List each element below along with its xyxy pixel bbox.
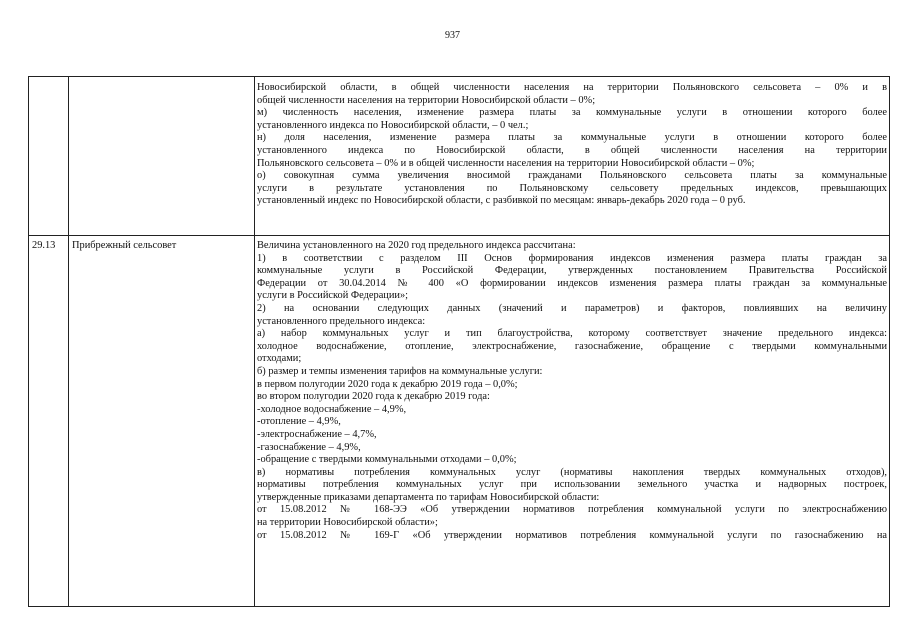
text-line: на территории Новосибирской области»; xyxy=(257,517,438,529)
text-line: установленного индекса по Новосибирской области, – 0 чел.; xyxy=(257,119,529,131)
text-line: установленного предельного индекса: xyxy=(257,315,426,327)
text-line: -обращение с твердыми коммунальными отходами – 0,0%; xyxy=(257,454,517,466)
text-line: -газоснабжение – 4,9%, xyxy=(257,441,361,453)
text-line: в первом полугодии 2020 года к декабрю 2019 года – 0,0%; xyxy=(257,378,518,390)
text-line: -отопление – 4,9%, xyxy=(257,416,341,428)
document-table xyxy=(28,76,890,607)
text-line: -холодное водоснабжение – 4,9%, xyxy=(257,403,407,415)
text-line: в) нормативы потребления коммунальных услуг (нормативы накопления твердых коммунальных отходов), xyxy=(257,466,887,478)
text-line: установленный индекс по Новосибирской области, с разбивкой по месяцам: январь-декабрь 2020 года – 0 руб. xyxy=(257,195,746,207)
table-row xyxy=(29,77,890,236)
text-line: от 15.08.2012 № 168-ЭЭ «Об утверждении нормативов потребления коммунальной услуги по электроснабжению xyxy=(257,504,887,516)
text-line: утвержденные приказами департамента по тарифам Новосибирской области: xyxy=(257,491,600,503)
text-line: холодное водоснабжение, отопление, электроснабжение, газоснабжение, обращение с твердыми коммунальными xyxy=(257,340,887,352)
page-number: 937 xyxy=(445,30,460,41)
text-line: нормативы потребления коммунальных услуг при использовании земельного участка и надворных построек, xyxy=(257,479,887,491)
municipality-name-cell xyxy=(69,77,255,236)
text-line: а) набор коммунальных услуг и тип благоустройства, которому соответствует значение предельного индекса: xyxy=(257,328,887,340)
text-line: Новосибирской области, в общей численности населения на территории Польяновского сельсовета – 0% и в xyxy=(257,82,887,93)
text-line: от 15.08.2012 № 169-Г «Об утверждении нормативов потребления коммунальной услуги по газоснабжению на xyxy=(257,529,887,541)
row-number-cell: 29.13 xyxy=(29,236,69,607)
text-line: 2) на основании следующих данных (значений и параметров) и факторов, повлиявших на величину xyxy=(257,302,887,314)
text-line: отходами; xyxy=(257,353,302,365)
text-line: Федерации от 30.04.2014 № 400 «О формировании индексов изменения размера платы граждан за коммунальные xyxy=(257,277,887,289)
text-line: общей численности населения на территории Новосибирской области – 0%; xyxy=(257,94,596,106)
text-line: м) численность населения, изменение размера платы за коммунальные услуги в отношении которого более xyxy=(257,107,887,119)
text-line: н) доля населения, изменение размера платы за коммунальные услуги в отношении которого более xyxy=(257,132,887,144)
description-cell xyxy=(255,236,890,607)
text-line: во втором полугодии 2020 года к декабрю 2019 года: xyxy=(257,391,490,403)
municipality-name-cell: Прибрежный сельсовет xyxy=(69,236,255,607)
text-line: б) размер и темпы изменения тарифов на коммунальные услуги: xyxy=(257,365,543,377)
text-line: -электроснабжение – 4,7%, xyxy=(257,428,377,440)
text-line: установленного индекса по Новосибирской области, в общей численности населения на территории xyxy=(257,144,887,156)
text-line: услуги в результате установления по Польяновскому сельсовету предельных индексов, превышающих xyxy=(257,182,887,194)
text-line: Польяновского сельсовета – 0% и в общей численности населения на территории Новосибирской области – 0%; xyxy=(257,157,755,169)
description-cell xyxy=(255,77,890,236)
row-number-cell xyxy=(29,77,69,236)
text-line: услуги в Российской Федерации»; xyxy=(257,290,409,302)
text-line: о) совокупная сумма увеличения вносимой гражданами Польяновского сельсовета платы за коммунальные xyxy=(257,170,887,182)
text-line: Величина установленного на 2020 год предельного индекса рассчитана: xyxy=(257,240,576,251)
text-line: 1) в соответствии с разделом III Основ формирования индексов изменения размера платы граждан за xyxy=(257,252,887,264)
text-line: коммунальные услуги в Российской Федерации, утвержденных постановлением Правительства Российской xyxy=(257,265,887,277)
table-row xyxy=(29,236,890,607)
